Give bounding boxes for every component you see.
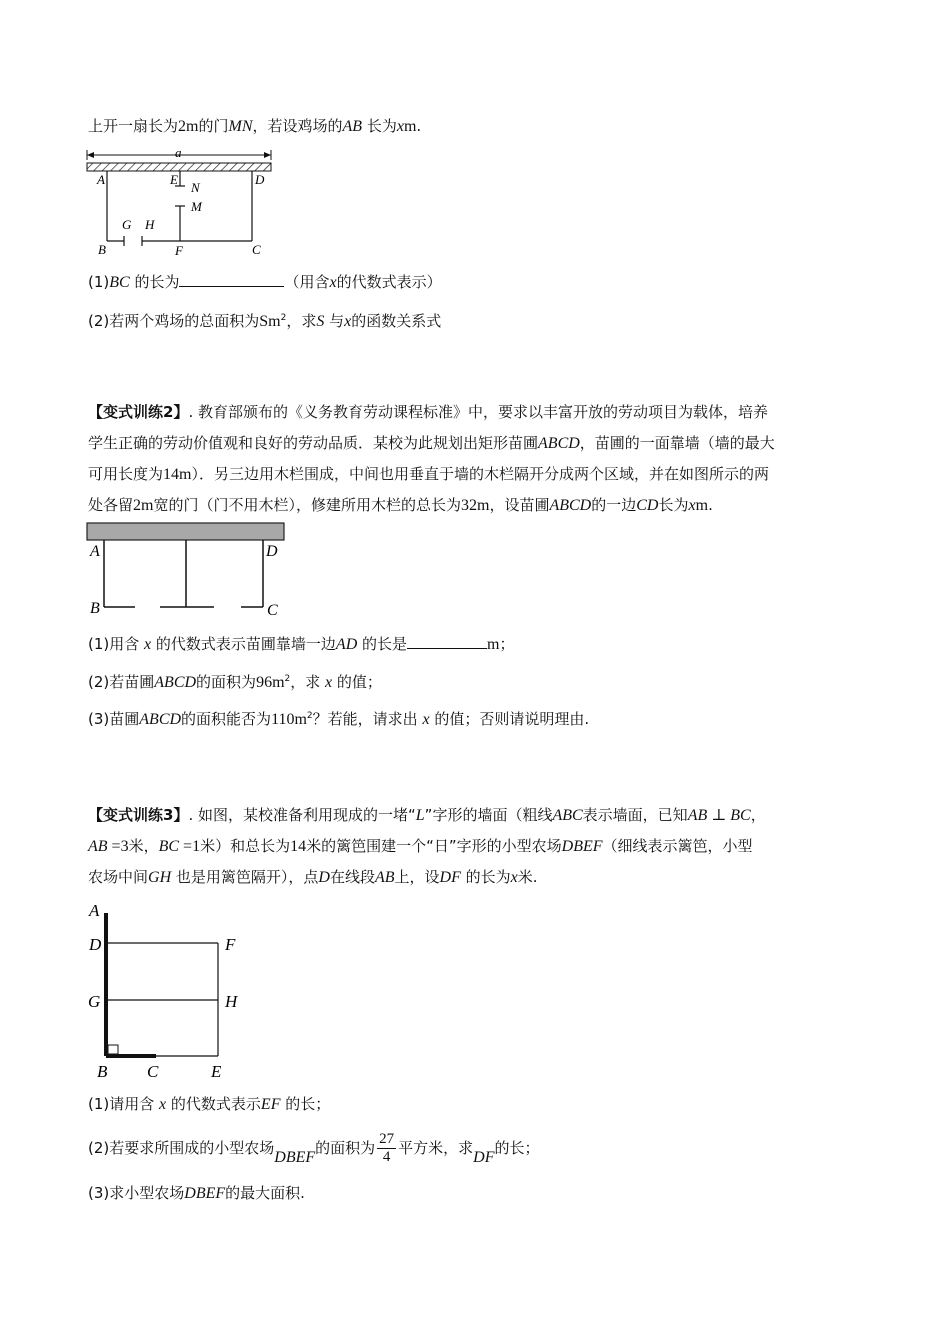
s1-question-1: (1)BC 的长为 （用含x的代数式表示） xyxy=(88,273,442,291)
s3-problem-text: 【变式训练3】. 如图，某校准备利用现成的一堵“L”字形的墙面（粗线ABC表示墙面，已知AB ⊥ BC， AB =3米，BC =1米）和总长为14米的篱笆围建一个“日”字形的小型农场DBEF（细线表示篱笆，小型 农场中间GH 也是用篱笆隔开），点D在线段AB上，设DF 的长为x米. xyxy=(88,806,766,886)
s3-question-3: (3)求小型农场DBEF的最大面积. xyxy=(88,1184,305,1202)
label-C: C xyxy=(147,1062,159,1081)
label-G: G xyxy=(122,217,132,232)
label-F: F xyxy=(225,935,236,954)
label-C: C xyxy=(267,602,278,619)
right-angle-mark xyxy=(108,1045,118,1054)
label-A: A xyxy=(90,543,100,560)
farm-diagram xyxy=(84,898,254,1088)
nursery-diagram xyxy=(84,520,294,620)
answer-blank[interactable] xyxy=(179,272,284,287)
s2-problem-text: 【变式训练2】. 教育部颁布的《义务教育劳动课程标准》中，要求以丰富开放的劳动项目为载体，培养 学生正确的劳动价值观和良好的劳动品质．某校为此规划出矩形苗圃ABCD，苗圃的一面靠墙（墙的最大 可用长度为14m）．另三边用木栏围成，中间也用垂直于墙的木栏隔开分成两个区域，并在如图所示的两 处各留2m宽的门（门不用木栏），修建所用木栏的总长为32m，设苗圃ABCD的一边CD长为xm. xyxy=(88,403,775,514)
label-H: H xyxy=(225,992,238,1011)
s3-question-2: (2)若要求所围成的小型农场DBEF的面积为 $\frac{27}{4}$ 平方米，求DF的长； xyxy=(88,1131,540,1166)
label-D: D xyxy=(255,172,265,187)
label-M: M xyxy=(191,199,202,214)
chicken-farm-diagram xyxy=(84,146,284,262)
label-B: B xyxy=(97,1062,108,1081)
wall-hatched xyxy=(87,163,271,171)
label-E: E xyxy=(170,172,178,187)
answer-blank[interactable] xyxy=(407,634,487,649)
label-B: B xyxy=(90,600,100,617)
label-H: H xyxy=(145,217,155,232)
label-D: D xyxy=(89,935,102,954)
s1-question-2: (2)若两个鸡场的总面积为Sm$^2$，求S 与x的函数关系式 xyxy=(88,312,442,330)
s2-question-3: (3)苗圃ABCD的面积能否为$110m^2$？若能，请求出 x 的值；否则请说明理由. xyxy=(88,710,590,728)
label-G: G xyxy=(88,992,101,1011)
label-A: A xyxy=(89,901,100,920)
s2-question-1: (1)用含 x 的代数式表示苗圃靠墙一边AD 的长是 m； xyxy=(88,635,515,653)
label-N: N xyxy=(191,180,200,195)
wall-bar xyxy=(87,523,284,540)
s1-intro-line: 上开一扇长为2m的门MN，若设鸡场的AB 长为xm. xyxy=(88,117,422,135)
label-C: C xyxy=(252,242,261,257)
label-E: E xyxy=(211,1062,222,1081)
label-A: A xyxy=(97,172,105,187)
label-B: B xyxy=(98,242,106,257)
s2-question-2: (2)若苗圃ABCD的面积为$96m^2$，求 x 的值； xyxy=(88,673,382,691)
fraction-27-4: $\frac{27}{4}$ xyxy=(379,1131,395,1165)
label-a: a xyxy=(175,145,182,160)
label-F: F xyxy=(175,243,183,258)
label-D: D xyxy=(266,543,278,560)
s3-question-1: (1)请用含 x 的代数式表示EF 的长； xyxy=(88,1095,331,1113)
